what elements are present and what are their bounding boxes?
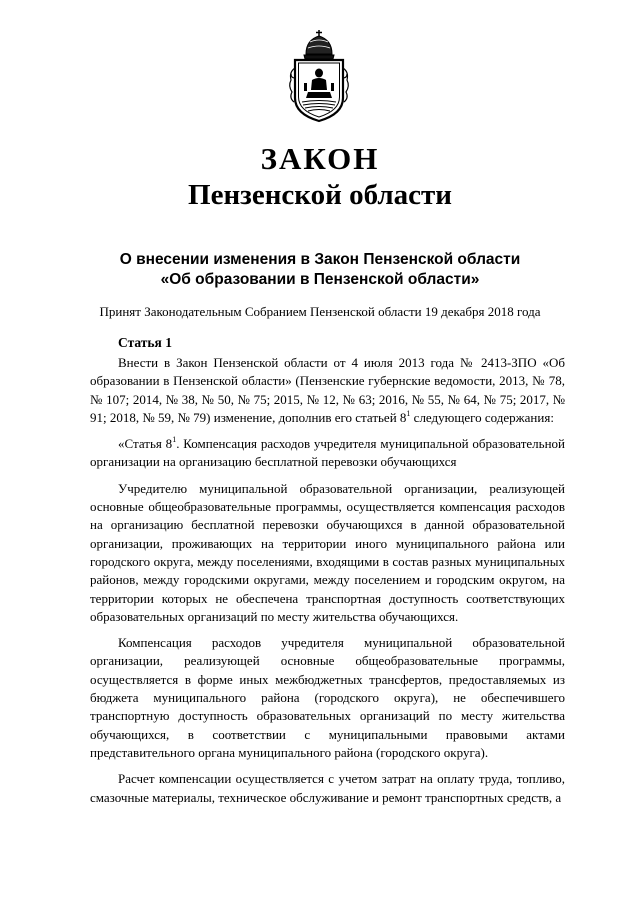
law-name-line-2: «Об образовании в Пензенской области» bbox=[160, 271, 480, 288]
law-name bbox=[0, 250, 640, 290]
adoption-statement: Принят Законодательным Собранием Пензенской области 19 декабря 2018 года bbox=[99, 304, 541, 319]
article-body bbox=[90, 354, 565, 815]
article-heading: Статья 1 bbox=[118, 335, 172, 350]
law-name-line-1: О внесении изменения в Закон Пензенской области bbox=[119, 251, 521, 268]
document-title: ЗАКОН bbox=[260, 141, 380, 176]
article-paragraph-3: Расчет компенсации осуществляется с учетом затрат на оплату труда, топливо, смазочные материалы, техническое обслуживание и ремонт транспортных средств, а bbox=[90, 771, 565, 805]
article-paragraph-2: Компенсация расходов учредителя муниципальной образовательной организации, реализующей основные общеобразовательные программы, осуществляется в форме иных межбюджетных трансфертов, предоставляемых из бюджета муниципального района (городского округа), не обеспечившего транспортную доступность образовательных организаций по месту жительства обучающихся, в соответствии с муниципальными правовыми актами представительного органа муниципального района (городского округа). bbox=[90, 635, 565, 760]
article-paragraph-1: Учредителю муниципальной образовательной организации, реализующей основные общеобразовательные программы, осуществляется компенсация расходов на организацию бесплатной перевозки обучающихся в данной образовательной организации, проживающих на территории иного муниципального района или городского округа, между поселениями, входящими в состав разных муниципальных районов, между городскими округами, между поселением и городским округом, на территории которых не обеспечена транспортная доступность соответствующих образовательных организаций по месту жительства обучающихся. bbox=[90, 480, 565, 624]
new-article-heading-paragraph: «Статья $8^1$. Компенсация расходов учредителя муниципальной образовательной организации на организацию бесплатной перевозки обучающихся bbox=[90, 434, 565, 470]
article-intro-paragraph: Внести в Закон Пензенской области от 4 июля 2013 года № 2413-ЗПО «Об образовании в Пензенской области» (Пензенские губернские ведомости, 2013, № 78, № 107; 2014, № 38, № 50, № 75; 2015, № 12, № 63; 2016, № 55, № 64, № 75; 2017, № 91; 2018, № 59, № 79) изменение, дополнив его статьей $8^1$ следующего содержания: bbox=[90, 355, 565, 425]
penza-region-coat-of-arms-icon bbox=[286, 28, 352, 124]
document-subtitle: Пензенской области bbox=[188, 179, 452, 211]
